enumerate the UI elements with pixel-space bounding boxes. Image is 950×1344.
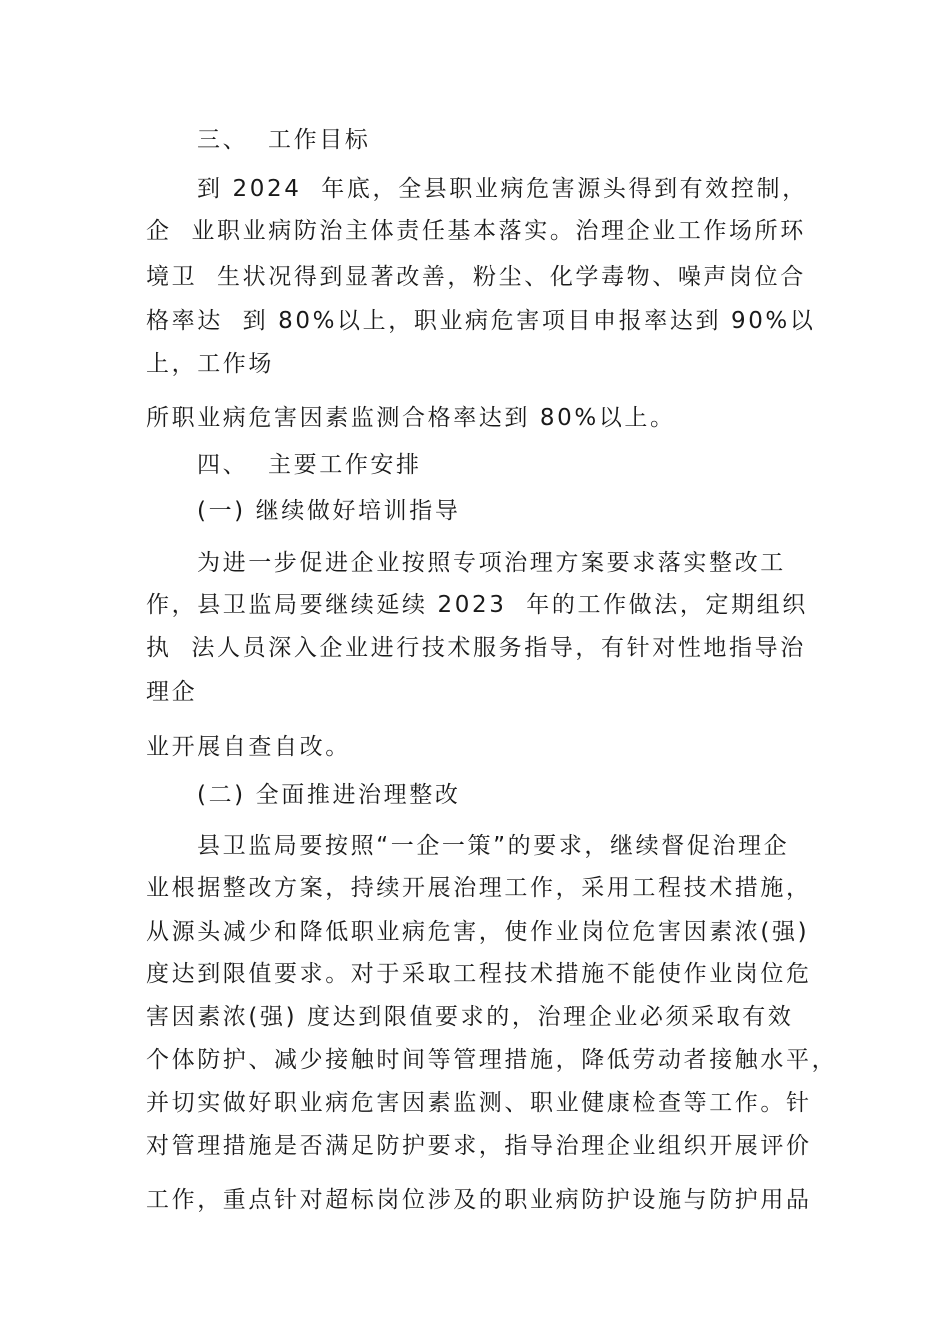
paragraph-line: 为进一步促进企业按照专项治理方案要求落实整改工: [197, 550, 786, 576]
paragraph-line: 县卫监局要按照“一企一策”的要求，继续督促治理企: [197, 833, 790, 859]
paragraph-line: 执 法人员深入企业进行技术服务指导，有针对性地指导治: [146, 635, 806, 661]
paragraph-line: 个体防护、减少接触时间等管理措施，降低劳动者接触水平，: [146, 1047, 838, 1073]
paragraph-line: 企 业职业病防治主体责任基本落实。治理企业工作场所环: [146, 218, 806, 244]
paragraph-line: 到 2024 年底，全县职业病危害源头得到有效控制，: [197, 176, 808, 202]
subheading-1: (一) 继续做好培训指导: [197, 498, 461, 524]
paragraph-line: 格率达 到 80%以上，职业病危害项目申报率达到 90%以: [146, 308, 816, 334]
paragraph-line: 工作，重点针对超标岗位涉及的职业病防护设施与防护用品: [146, 1187, 812, 1213]
paragraph-line: 并切实做好职业病危害因素监测、职业健康检查等工作。针: [146, 1090, 812, 1116]
section-heading-4: 四、 主要工作安排: [197, 452, 422, 478]
paragraph-line: 上，工作场: [146, 351, 274, 377]
paragraph-line: 度达到限值要求。对于采取工程技术措施不能使作业岗位危: [146, 961, 812, 987]
section-heading-3: 三、 工作目标: [197, 127, 371, 153]
paragraph-line: 境卫 生状况得到显著改善，粉尘、化学毒物、噪声岗位合: [146, 264, 806, 290]
paragraph-line: 作，县卫监局要继续延续 2023 年的工作做法，定期组织: [146, 592, 808, 618]
paragraph-line: 理企: [146, 679, 198, 705]
paragraph-line: 对管理措施是否满足防护要求，指导治理企业组织开展评价: [146, 1133, 812, 1159]
subheading-2: (二) 全面推进治理整改: [197, 782, 461, 808]
paragraph-line: 从源头减少和降低职业病危害，使作业岗位危害因素浓(强): [146, 919, 810, 945]
paragraph-line: 害因素浓(强) 度达到限值要求的，治理企业必须采取有效: [146, 1004, 794, 1030]
paragraph-line: 所职业病危害因素监测合格率达到 80%以上。: [146, 405, 676, 431]
paragraph-line: 业开展自查自改。: [146, 734, 351, 760]
paragraph-line: 业根据整改方案，持续开展治理工作，采用工程技术措施，: [146, 875, 812, 901]
